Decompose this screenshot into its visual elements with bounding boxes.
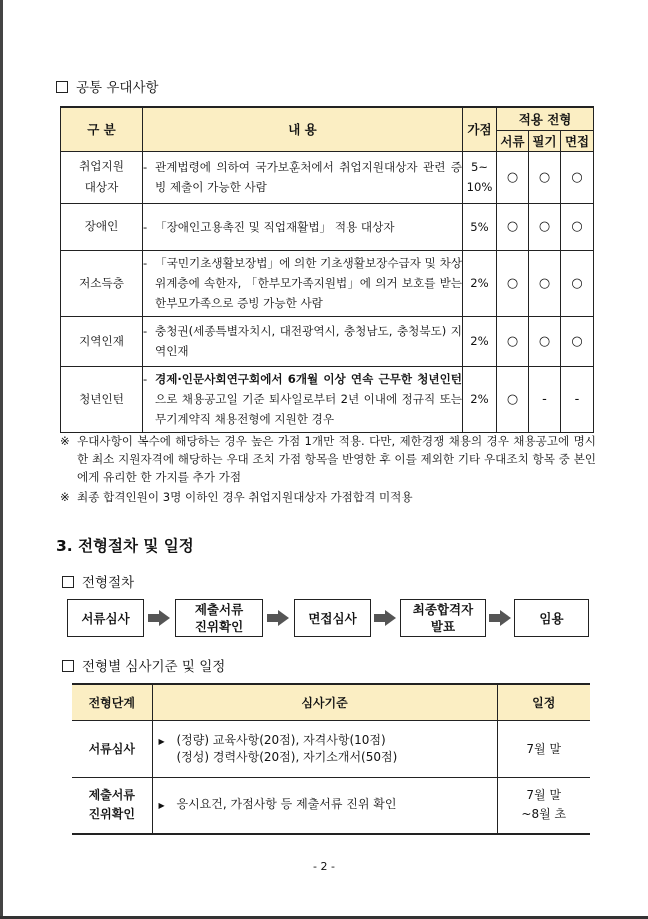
checkbox-square-icon bbox=[62, 576, 74, 588]
mark-doc: ○ bbox=[497, 250, 529, 316]
row-description: - 관계법령에 의하여 국가보훈처에서 취업지원대상자 관련 증빙 제출이 가능한 사람 bbox=[143, 151, 463, 203]
arrow-right-icon bbox=[148, 610, 170, 626]
arrow-right-icon bbox=[489, 610, 511, 626]
mark-written: ○ bbox=[529, 151, 561, 203]
row-points: 2% bbox=[463, 366, 497, 432]
page-number: - 2 - bbox=[313, 860, 335, 873]
row-description: - 「국민기초생활보장법」에 의한 기초생활보장수급자 및 차상위계층에 속한자, 「한부모가족지원법」에 의거 보호를 받는 한부모가족으로 증빙 가능한 사람 bbox=[143, 250, 463, 316]
step-appointment: 임용 bbox=[514, 599, 589, 637]
header-points: 가점 bbox=[463, 107, 497, 151]
schedule-header-stage: 전형단계 bbox=[72, 684, 152, 721]
schedule-stage: 서류심사 bbox=[72, 721, 152, 778]
benefit-table bbox=[60, 106, 594, 433]
desc-rest-text: 으로 채용공고일 기준 퇴사일로부터 2년 이내에 정규직 또는 무기계약직 채용전형에 지원한 경우 bbox=[155, 392, 462, 426]
checkbox-square-icon bbox=[62, 660, 74, 672]
table-row bbox=[61, 151, 594, 203]
mark-written: - bbox=[529, 366, 561, 432]
header-interview: 면접 bbox=[561, 130, 594, 151]
row-description: - 「장애인고용촉진 및 직업재활법」 적용 대상자 bbox=[143, 203, 463, 250]
header-content: 내 용 bbox=[143, 107, 463, 151]
mark-interview: ○ bbox=[561, 250, 594, 316]
row-description: - 충청권(세종특별자치시, 대전광역시, 충청남도, 충청북도) 지역인재 bbox=[143, 316, 463, 366]
mark-interview: ○ bbox=[561, 316, 594, 366]
section-3-heading: 3. 전형절차 및 일정 bbox=[56, 537, 194, 555]
step-document-verification: 제출서류 진위확인 bbox=[175, 599, 263, 637]
table-row bbox=[72, 778, 590, 834]
schedule-criteria: ▶ 응시요건, 가점사항 등 제출서류 진위 확인 bbox=[152, 778, 497, 834]
row-category: 저소득층 bbox=[61, 250, 143, 316]
note-final-pass: ※ 최종 합격인원이 3명 이하인 경우 취업지원대상자 가점합격 미적용 bbox=[60, 490, 413, 504]
schedule-criteria: ▶ (정량) 교육사항(20점), 자격사항(10점) (정성) 경력사항(20점), 자기소개서(50점) bbox=[152, 721, 497, 778]
mark-interview: - bbox=[561, 366, 594, 432]
header-doc: 서류 bbox=[497, 130, 529, 151]
page-left-edge bbox=[0, 0, 3, 919]
step-document-review: 서류심사 bbox=[67, 599, 144, 637]
procedure-flow bbox=[67, 599, 590, 639]
schedule-table bbox=[72, 683, 590, 835]
header-written: 필기 bbox=[529, 130, 561, 151]
table-row bbox=[61, 316, 594, 366]
note-multiple-benefits: ※ 우대사항이 복수에 해당하는 경우 높은 가점 1개만 적용. 다만, 제한경쟁 채용의 경우 채용공고에 명시한 최소 지원자격에 해당하는 우대 조치 가점 항목을 반영한 후 이를 제외한 기타 우대조치 항목 중 본인에게 유리한 한 가지를 추가 가점 bbox=[60, 434, 596, 484]
row-points: 2% bbox=[463, 316, 497, 366]
arrow-right-icon bbox=[267, 610, 289, 626]
row-points: 5% bbox=[463, 203, 497, 250]
mark-doc: ○ bbox=[497, 151, 529, 203]
schedule-header-date: 일정 bbox=[497, 684, 590, 721]
header-stage-group: 적용 전형 bbox=[497, 107, 594, 130]
mark-written: ○ bbox=[529, 316, 561, 366]
row-category: 지역인재 bbox=[61, 316, 143, 366]
table-row bbox=[61, 366, 594, 432]
triangle-bullet-icon: ▶ bbox=[158, 801, 165, 811]
mark-interview: ○ bbox=[561, 151, 594, 203]
triangle-bullet-icon: ▶ bbox=[158, 737, 165, 746]
table-row bbox=[61, 203, 594, 250]
mark-doc: ○ bbox=[497, 316, 529, 366]
schedule-header-criteria: 심사기준 bbox=[152, 684, 497, 721]
table-row bbox=[72, 721, 590, 778]
row-description: - 경제·인문사회연구회에서 6개월 이상 연속 근무한 청년인턴으로 채용공고일 기준 퇴사일로부터 2년 이내에 정규직 또는 무기계약직 채용전형에 지원한 경우 bbox=[143, 366, 463, 432]
mark-written: ○ bbox=[529, 250, 561, 316]
desc-bold-text: 경제·인문사회연구회에서 6개월 이상 연속 근무한 청년인턴 bbox=[155, 372, 462, 386]
section-title-common-benefits bbox=[56, 76, 159, 96]
mark-doc: ○ bbox=[497, 366, 529, 432]
schedule-date: 7월 말 bbox=[497, 721, 590, 778]
row-points: 5~ 10% bbox=[463, 151, 497, 203]
header-category: 구 분 bbox=[61, 107, 143, 151]
schedule-title: 전형별 심사기준 및 일정 bbox=[62, 655, 225, 675]
arrow-right-icon bbox=[374, 610, 396, 626]
schedule-stage: 제출서류 진위확인 bbox=[72, 778, 152, 834]
step-interview: 면접심사 bbox=[294, 599, 371, 637]
mark-written: ○ bbox=[529, 203, 561, 250]
row-category: 장애인 bbox=[61, 203, 143, 250]
step-final-announcement: 최종합격자 발표 bbox=[400, 599, 486, 637]
procedure-title: 전형절차 bbox=[62, 571, 134, 591]
table-row bbox=[61, 250, 594, 316]
row-category: 취업지원 대상자 bbox=[61, 151, 143, 203]
schedule-date: 7월 말 ~8월 초 bbox=[497, 778, 590, 834]
row-category: 청년인턴 bbox=[61, 366, 143, 432]
checkbox-square-icon bbox=[56, 81, 68, 93]
mark-interview: ○ bbox=[561, 203, 594, 250]
section-title-text: 공통 우대사항 bbox=[76, 80, 159, 96]
row-points: 2% bbox=[463, 250, 497, 316]
mark-doc: ○ bbox=[497, 203, 529, 250]
